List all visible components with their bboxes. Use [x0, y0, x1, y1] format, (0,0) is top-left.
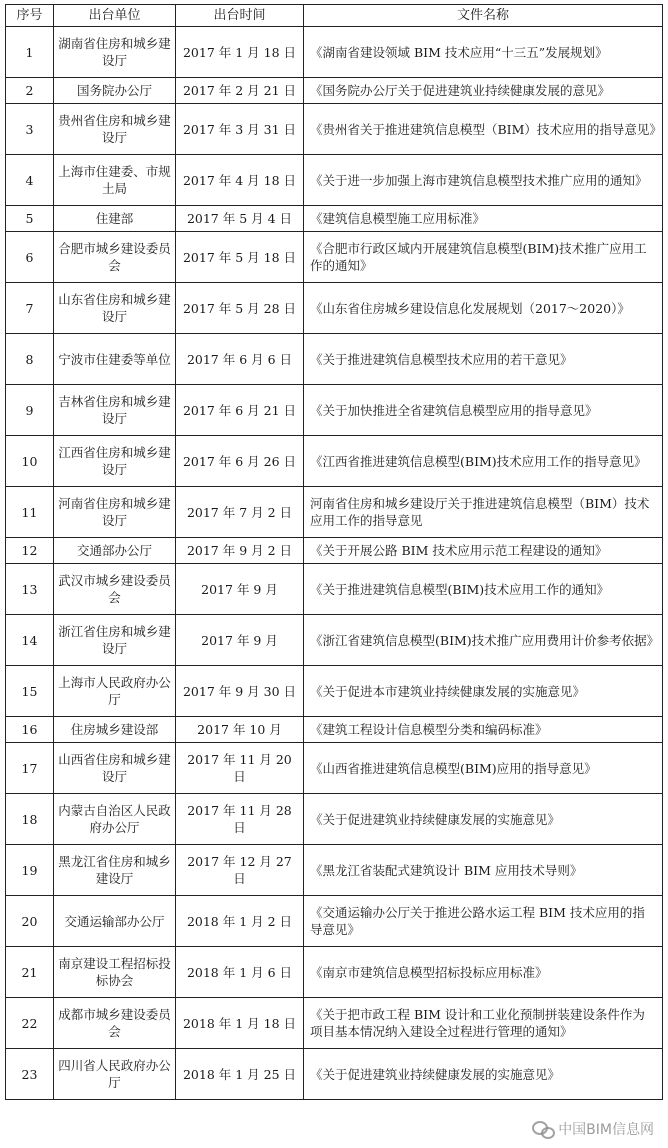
cell-unit: 国务院办公厅	[54, 78, 176, 104]
table-row	[6, 487, 663, 538]
cell-no: 21	[6, 947, 54, 998]
cell-title: 《湖南省建设领域 BIM 技术应用“十三五”发展规划》	[304, 27, 663, 78]
cell-title: 《关于促进本市建筑业持续健康发展的实施意见》	[304, 666, 663, 717]
cell-unit: 吉林省住房和城乡建设厅	[54, 385, 176, 436]
header-unit: 出台单位	[54, 5, 176, 27]
cell-title: 《关于开展公路 BIM 技术应用示范工程建设的通知》	[304, 538, 663, 564]
cell-no: 9	[6, 385, 54, 436]
cell-date: 2017 年 6 月 6 日	[176, 334, 304, 385]
cell-title: 《关于进一步加强上海市建筑信息模型技术推广应用的通知》	[304, 155, 663, 206]
cell-unit: 上海市住建委、市规土局	[54, 155, 176, 206]
cell-unit: 成都市城乡建设委员会	[54, 998, 176, 1049]
cell-title: 《关于促进建筑业持续健康发展的实施意见》	[304, 1049, 663, 1100]
cell-no: 22	[6, 998, 54, 1049]
cell-date: 2017 年 5 月 28 日	[176, 283, 304, 334]
table-row	[6, 947, 663, 998]
cell-title: 《国务院办公厅关于促进建筑业持续健康发展的意见》	[304, 78, 663, 104]
cell-title: 《关于推进建筑信息模型技术应用的若干意见》	[304, 334, 663, 385]
cell-date: 2017 年 3 月 31 日	[176, 104, 304, 155]
cell-date: 2017 年 1 月 18 日	[176, 27, 304, 78]
cell-no: 10	[6, 436, 54, 487]
cell-unit: 内蒙古自治区人民政府办公厅	[54, 794, 176, 845]
wechat-icon	[532, 1118, 554, 1140]
cell-unit: 南京建设工程招标投标协会	[54, 947, 176, 998]
table-row	[6, 666, 663, 717]
table-row	[6, 564, 663, 615]
cell-no: 2	[6, 78, 54, 104]
table-row	[6, 998, 663, 1049]
cell-title: 《黑龙江省装配式建筑设计 BIM 应用技术导则》	[304, 845, 663, 896]
cell-no: 17	[6, 743, 54, 794]
cell-title: 《建筑工程设计信息模型分类和编码标准》	[304, 717, 663, 743]
cell-date: 2017 年 7 月 2 日	[176, 487, 304, 538]
table-row	[6, 155, 663, 206]
cell-title: 《建筑信息模型施工应用标准》	[304, 206, 663, 232]
cell-date: 2017 年 5 月 18 日	[176, 232, 304, 283]
cell-no: 12	[6, 538, 54, 564]
cell-date: 2017 年 6 月 26 日	[176, 436, 304, 487]
cell-unit: 贵州省住房和城乡建设厅	[54, 104, 176, 155]
cell-unit: 合肥市城乡建设委员会	[54, 232, 176, 283]
table-row	[6, 78, 663, 104]
cell-date: 2018 年 1 月 25 日	[176, 1049, 304, 1100]
cell-unit: 山东省住房和城乡建设厅	[54, 283, 176, 334]
cell-date: 2017 年 9 月	[176, 615, 304, 666]
cell-unit: 河南省住房和城乡建设厅	[54, 487, 176, 538]
table-row	[6, 845, 663, 896]
cell-no: 4	[6, 155, 54, 206]
table-row	[6, 743, 663, 794]
cell-title: 《山西省推进建筑信息模型(BIM)应用的指导意见》	[304, 743, 663, 794]
cell-no: 5	[6, 206, 54, 232]
table-row	[6, 1049, 663, 1100]
cell-no: 16	[6, 717, 54, 743]
table-row	[6, 794, 663, 845]
table-row	[6, 436, 663, 487]
header-date: 出台时间	[176, 5, 304, 27]
table-row	[6, 615, 663, 666]
cell-no: 3	[6, 104, 54, 155]
cell-date: 2017 年 5 月 4 日	[176, 206, 304, 232]
cell-no: 7	[6, 283, 54, 334]
cell-title: 《关于加快推进全省建筑信息模型应用的指导意见》	[304, 385, 663, 436]
cell-no: 18	[6, 794, 54, 845]
cell-title: 《关于推进建筑信息模型(BIM)技术应用工作的通知》	[304, 564, 663, 615]
cell-unit: 住房城乡建设部	[54, 717, 176, 743]
policy-table	[5, 4, 663, 1100]
cell-no: 13	[6, 564, 54, 615]
cell-title: 《浙江省建筑信息模型(BIM)技术推广应用费用计价参考依据》	[304, 615, 663, 666]
cell-date: 2018 年 1 月 2 日	[176, 896, 304, 947]
cell-date: 2017 年 6 月 21 日	[176, 385, 304, 436]
cell-title: 《关于把市政工程 BIM 设计和工业化预制拼装建设条件作为项目基本情况纳入建设全过程进行管理的通知》	[304, 998, 663, 1049]
table-row	[6, 334, 663, 385]
cell-date: 2017 年 4 月 18 日	[176, 155, 304, 206]
watermark-text: 中国BIM信息网	[558, 1122, 654, 1138]
cell-date: 2017 年 9 月 30 日	[176, 666, 304, 717]
table-row	[6, 385, 663, 436]
cell-title: 《关于促进建筑业持续健康发展的实施意见》	[304, 794, 663, 845]
cell-unit: 交通部办公厅	[54, 538, 176, 564]
cell-unit: 武汉市城乡建设委员会	[54, 564, 176, 615]
table-row	[6, 283, 663, 334]
table-header-row	[6, 5, 663, 27]
cell-date: 2017 年 12 月 27 日	[176, 845, 304, 896]
cell-unit: 湖南省住房和城乡建设厅	[54, 27, 176, 78]
cell-no: 1	[6, 27, 54, 78]
cell-no: 8	[6, 334, 54, 385]
cell-unit: 江西省住房和城乡建设厅	[54, 436, 176, 487]
cell-no: 19	[6, 845, 54, 896]
cell-no: 15	[6, 666, 54, 717]
cell-date: 2017 年 9 月	[176, 564, 304, 615]
table-row	[6, 538, 663, 564]
cell-title: 《江西省推进建筑信息模型(BIM)技术应用工作的指导意见》	[304, 436, 663, 487]
cell-no: 20	[6, 896, 54, 947]
table-row	[6, 104, 663, 155]
cell-no: 14	[6, 615, 54, 666]
cell-unit: 宁波市住建委等单位	[54, 334, 176, 385]
cell-unit: 四川省人民政府办公厅	[54, 1049, 176, 1100]
cell-unit: 黑龙江省住房和城乡建设厅	[54, 845, 176, 896]
cell-date: 2017 年 2 月 21 日	[176, 78, 304, 104]
cell-title: 《交通运输办公厅关于推进公路水运工程 BIM 技术应用的指导意见》	[304, 896, 663, 947]
cell-unit: 山西省住房和城乡建设厅	[54, 743, 176, 794]
table-row	[6, 232, 663, 283]
cell-title: 《山东省住房城乡建设信息化发展规划（2017～2020）》	[304, 283, 663, 334]
header-no: 序号	[6, 5, 54, 27]
cell-no: 23	[6, 1049, 54, 1100]
cell-no: 11	[6, 487, 54, 538]
cell-date: 2017 年 11 月 28 日	[176, 794, 304, 845]
cell-title: 河南省住房和城乡建设厅关于推进建筑信息模型（BIM）技术应用工作的指导意见	[304, 487, 663, 538]
watermark	[532, 1118, 654, 1140]
header-title: 文件名称	[304, 5, 663, 27]
table-row	[6, 206, 663, 232]
cell-unit: 交通运输部办公厅	[54, 896, 176, 947]
cell-title: 《合肥市行政区域内开展建筑信息模型(BIM)技术推广应用工作的通知》	[304, 232, 663, 283]
cell-unit: 上海市人民政府办公厅	[54, 666, 176, 717]
cell-unit: 浙江省住房和城乡建设厅	[54, 615, 176, 666]
cell-date: 2018 年 1 月 18 日	[176, 998, 304, 1049]
cell-date: 2018 年 1 月 6 日	[176, 947, 304, 998]
cell-no: 6	[6, 232, 54, 283]
table-row	[6, 27, 663, 78]
cell-date: 2017 年 10 月	[176, 717, 304, 743]
cell-title: 《南京市建筑信息模型招标投标应用标准》	[304, 947, 663, 998]
table-row	[6, 717, 663, 743]
table-row	[6, 896, 663, 947]
cell-unit: 住建部	[54, 206, 176, 232]
cell-date: 2017 年 9 月 2 日	[176, 538, 304, 564]
cell-date: 2017 年 11 月 20 日	[176, 743, 304, 794]
cell-title: 《贵州省关于推进建筑信息模型（BIM）技术应用的指导意见》	[304, 104, 663, 155]
